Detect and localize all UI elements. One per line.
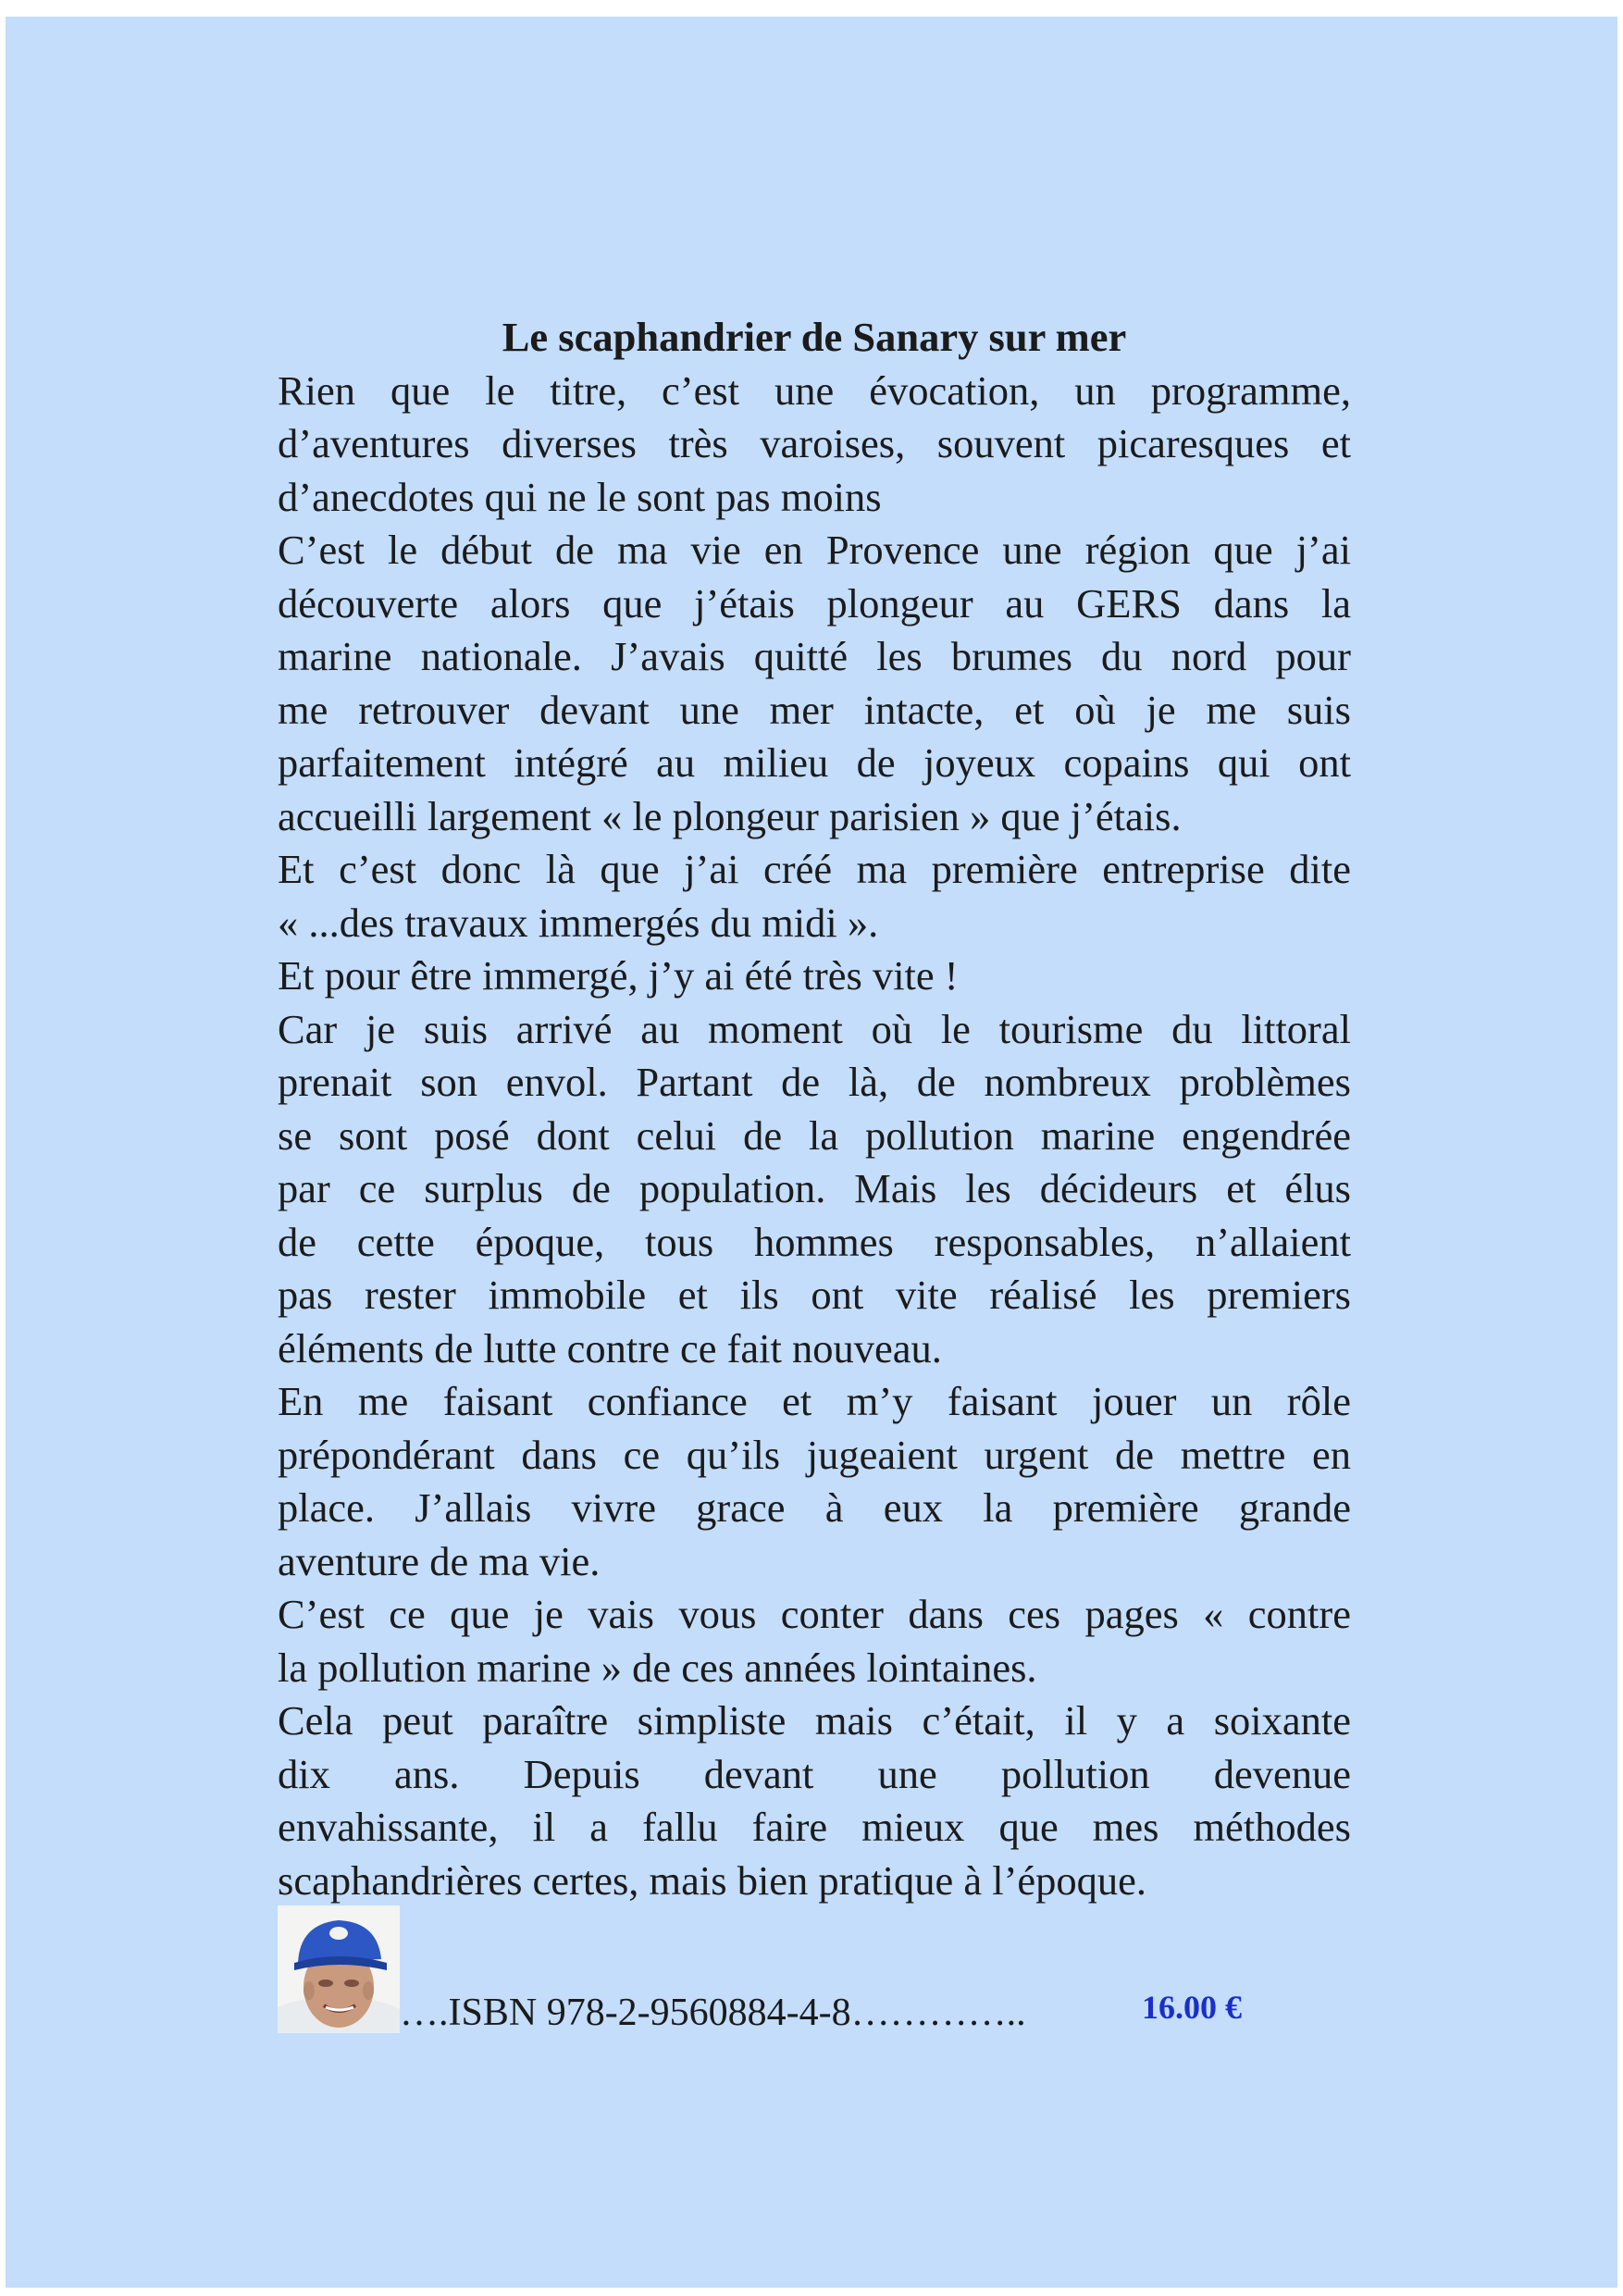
blurb-line: C’est ce que je vais vous conter dans ces pages « contre bbox=[278, 1591, 1351, 1637]
blurb-line: parfaitement intégré au milieu de joyeux copains qui ont bbox=[278, 739, 1351, 786]
blurb-line: place. J’allais vivre grace à eux la première grande bbox=[278, 1484, 1351, 1531]
isbn-line: ….ISBN 978-2-9560884-4-8………….. bbox=[400, 1992, 1026, 2034]
back-cover-page bbox=[6, 17, 1617, 2288]
blurb-line: Et c’est donc là que j’ai créé ma première entreprise dite bbox=[278, 846, 1351, 892]
blurb-line: dix ans. Depuis devant une pollution devenue bbox=[278, 1750, 1351, 1797]
author-portrait-image bbox=[278, 1905, 400, 2033]
blurb-line: par ce surplus de population. Mais les décideurs et élus bbox=[278, 1165, 1351, 1211]
blurb-line: découverte alors que j’étais plongeur au GERS dans la bbox=[278, 579, 1351, 627]
blurb-line: prépondérant dans ce qu’ils jugeaient urgent de mettre en bbox=[278, 1431, 1351, 1478]
blurb-line: Et pour être immergé, j’y ai été très vite ! bbox=[278, 952, 959, 999]
book-title: Le scaphandrier de Sanary sur mer bbox=[502, 314, 1127, 360]
blurb-line: C’est le début de ma vie en Provence une région que j’ai bbox=[278, 527, 1351, 573]
blurb-line: d’aventures diverses très varoises, souvent picaresques et bbox=[278, 420, 1351, 466]
blurb-line: me retrouver devant une mer intacte, et où je me suis bbox=[278, 686, 1351, 733]
blurb-line: En me faisant confiance et m’y faisant jouer un rôle bbox=[278, 1378, 1351, 1424]
blurb-line: scaphandrières certes, mais bien pratique à l’époque. bbox=[278, 1856, 1147, 1904]
blurb-line: d’anecdotes qui ne le sont pas moins bbox=[278, 473, 882, 520]
blurb-line: Rien que le titre, c’est une évocation, un programme, bbox=[278, 366, 1351, 414]
price-label: 16.00 € bbox=[1142, 1989, 1242, 2026]
cover-footer bbox=[278, 1905, 1388, 2035]
blurb-line: la pollution marine » de ces années lointaines. bbox=[278, 1644, 1037, 1691]
cover-text-block bbox=[278, 311, 1351, 1907]
blurb-line: Car je suis arrivé au moment où le tourisme du littoral bbox=[278, 1005, 1351, 1052]
blurb-line: marine nationale. J’avais quitté les brumes du nord pour bbox=[278, 633, 1351, 679]
blurb-line: aventure de ma vie. bbox=[278, 1537, 601, 1584]
blurb-line: envahissante, il a fallu faire mieux que mes méthodes bbox=[278, 1804, 1351, 1850]
author-portrait bbox=[278, 1905, 400, 2033]
blurb-line: éléments de lutte contre ce fait nouveau. bbox=[278, 1324, 942, 1371]
blurb-line: prenait son envol. Partant de là, de nombreux problèmes bbox=[278, 1059, 1351, 1105]
blurb-line: accueilli largement « le plongeur parisien » que j’étais. bbox=[278, 792, 1182, 839]
blurb-line: de cette époque, tous hommes responsables, n’allaient bbox=[278, 1218, 1351, 1265]
blurb-paragraph bbox=[278, 365, 1351, 1908]
blurb-line: Cela peut paraître simpliste mais c’était, il y a soixante bbox=[278, 1697, 1351, 1744]
blurb-line: pas rester immobile et ils ont vite réalisé les premiers bbox=[278, 1272, 1351, 1318]
blurb-line: « ...des travaux immergés du midi ». bbox=[278, 899, 879, 946]
blurb-line: se sont posé dont celui de la pollution marine engendrée bbox=[278, 1111, 1351, 1159]
